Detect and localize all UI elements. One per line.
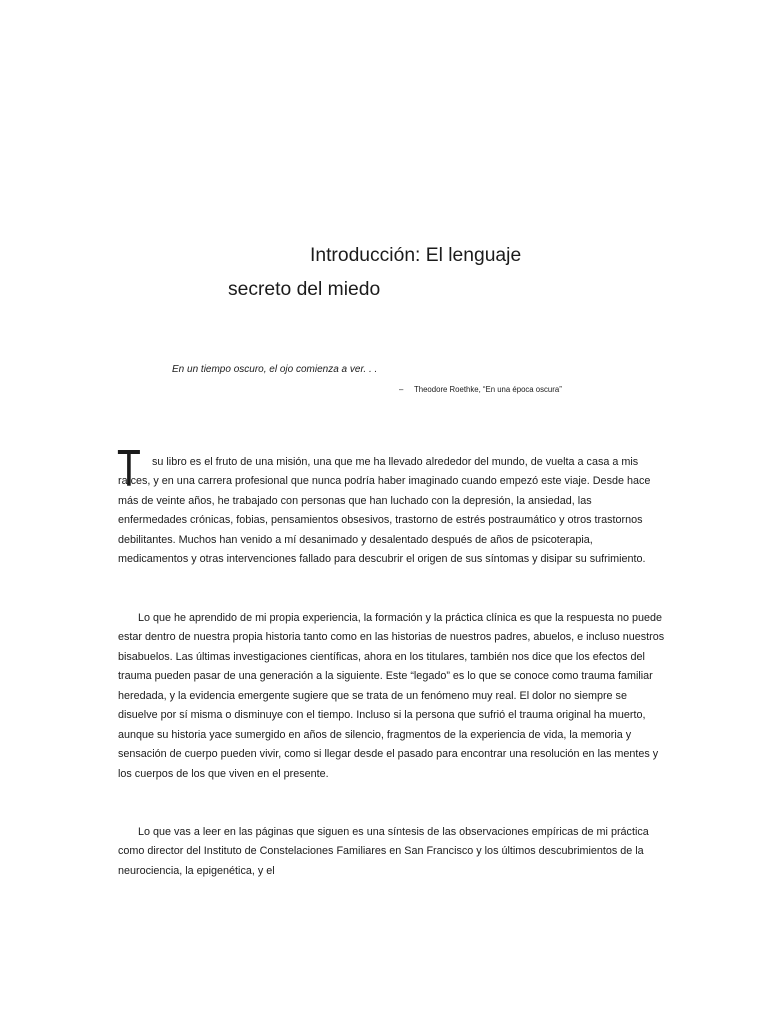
paragraph-line: debilitantes. Muchos han venido a mí desanimado y desalentado después de años de psicoterapia,: [118, 533, 593, 546]
paragraph-line: sensación de cuerpo pueden vivir, como si llegar desde el pasado para encontrar una resolución en las mentes y: [118, 748, 659, 761]
paragraph-3: [118, 823, 649, 882]
paragraph-line: trauma pueden pasar de una generación a la siguiente. Este “legado” es lo que se conoce como trauma familiar: [118, 670, 653, 683]
paragraph-line: disuelve por sí misma o disminuye con el tiempo. Incluso si la persona que sufrió el trauma original ha muerto,: [118, 709, 646, 722]
epigraph-dash: –: [399, 385, 404, 394]
paragraph-2: [118, 609, 664, 785]
chapter-title-line-2: secreto del miedo: [228, 278, 381, 300]
paragraph-line: Lo que vas a leer en las páginas que siguen es una síntesis de las observaciones empíricas de mi práctica: [138, 825, 649, 838]
paragraph-line: bisabuelos. Las últimas investigaciones científicas, ahora en los titulares, también nos dice que los efectos del: [118, 650, 645, 663]
drop-cap: T: [117, 440, 141, 498]
paragraph-1: [118, 453, 650, 570]
paragraph-line: aunque su historia yace sumergido en años de silencio, fragmentos de la experiencia de vida, la memoria y: [118, 728, 632, 741]
paragraph-line: los cuerpos de los que viven en el presente.: [118, 767, 329, 780]
paragraph-line: enfermedades crónicas, fobias, pensamientos obsesivos, trastorno de estrés postraumático y otros trastornos: [118, 514, 643, 527]
paragraph-line: su libro es el fruto de una misión, una que me ha llevado alrededor del mundo, de vuelta a casa a mis: [152, 455, 639, 468]
paragraph-line: más de veinte años, he trabajado con personas que han luchado con la depresión, la ansiedad, las: [118, 494, 592, 507]
paragraph-line: neurociencia, la epigenética, y el: [118, 864, 275, 877]
epigraph-quote: En un tiempo oscuro, el ojo comienza a ver. . .: [172, 363, 378, 375]
chapter-title-line-1: Introducción: El lenguaje: [310, 244, 522, 266]
paragraph-line: raíces, y en una carrera profesional que nunca podría haber imaginado cuando empezó este viaje. Desde hace: [118, 475, 651, 488]
paragraph-line: estar dentro de nuestra propia historia tanto como en las historias de nuestros padres, abuelos, e incluso nuestros: [118, 631, 665, 644]
epigraph-attribution: Theodore Roethke, “En una época oscura”: [414, 385, 562, 394]
paragraph-line: heredada, y la evidencia emergente sugiere que se trata de un fenómeno muy real. El dolor no siempre se: [118, 689, 627, 702]
paragraph-line: medicamentos y otras intervenciones fallado para descubrir el origen de sus síntomas y disipar su sufrimiento.: [118, 553, 646, 566]
paragraph-line: Lo que he aprendido de mi propia experiencia, la formación y la práctica clínica es que la respuesta no puede: [138, 611, 662, 624]
paragraph-line: como director del Instituto de Constelaciones Familiares en San Francisco y los últimos descubrimientos de la: [118, 845, 644, 858]
